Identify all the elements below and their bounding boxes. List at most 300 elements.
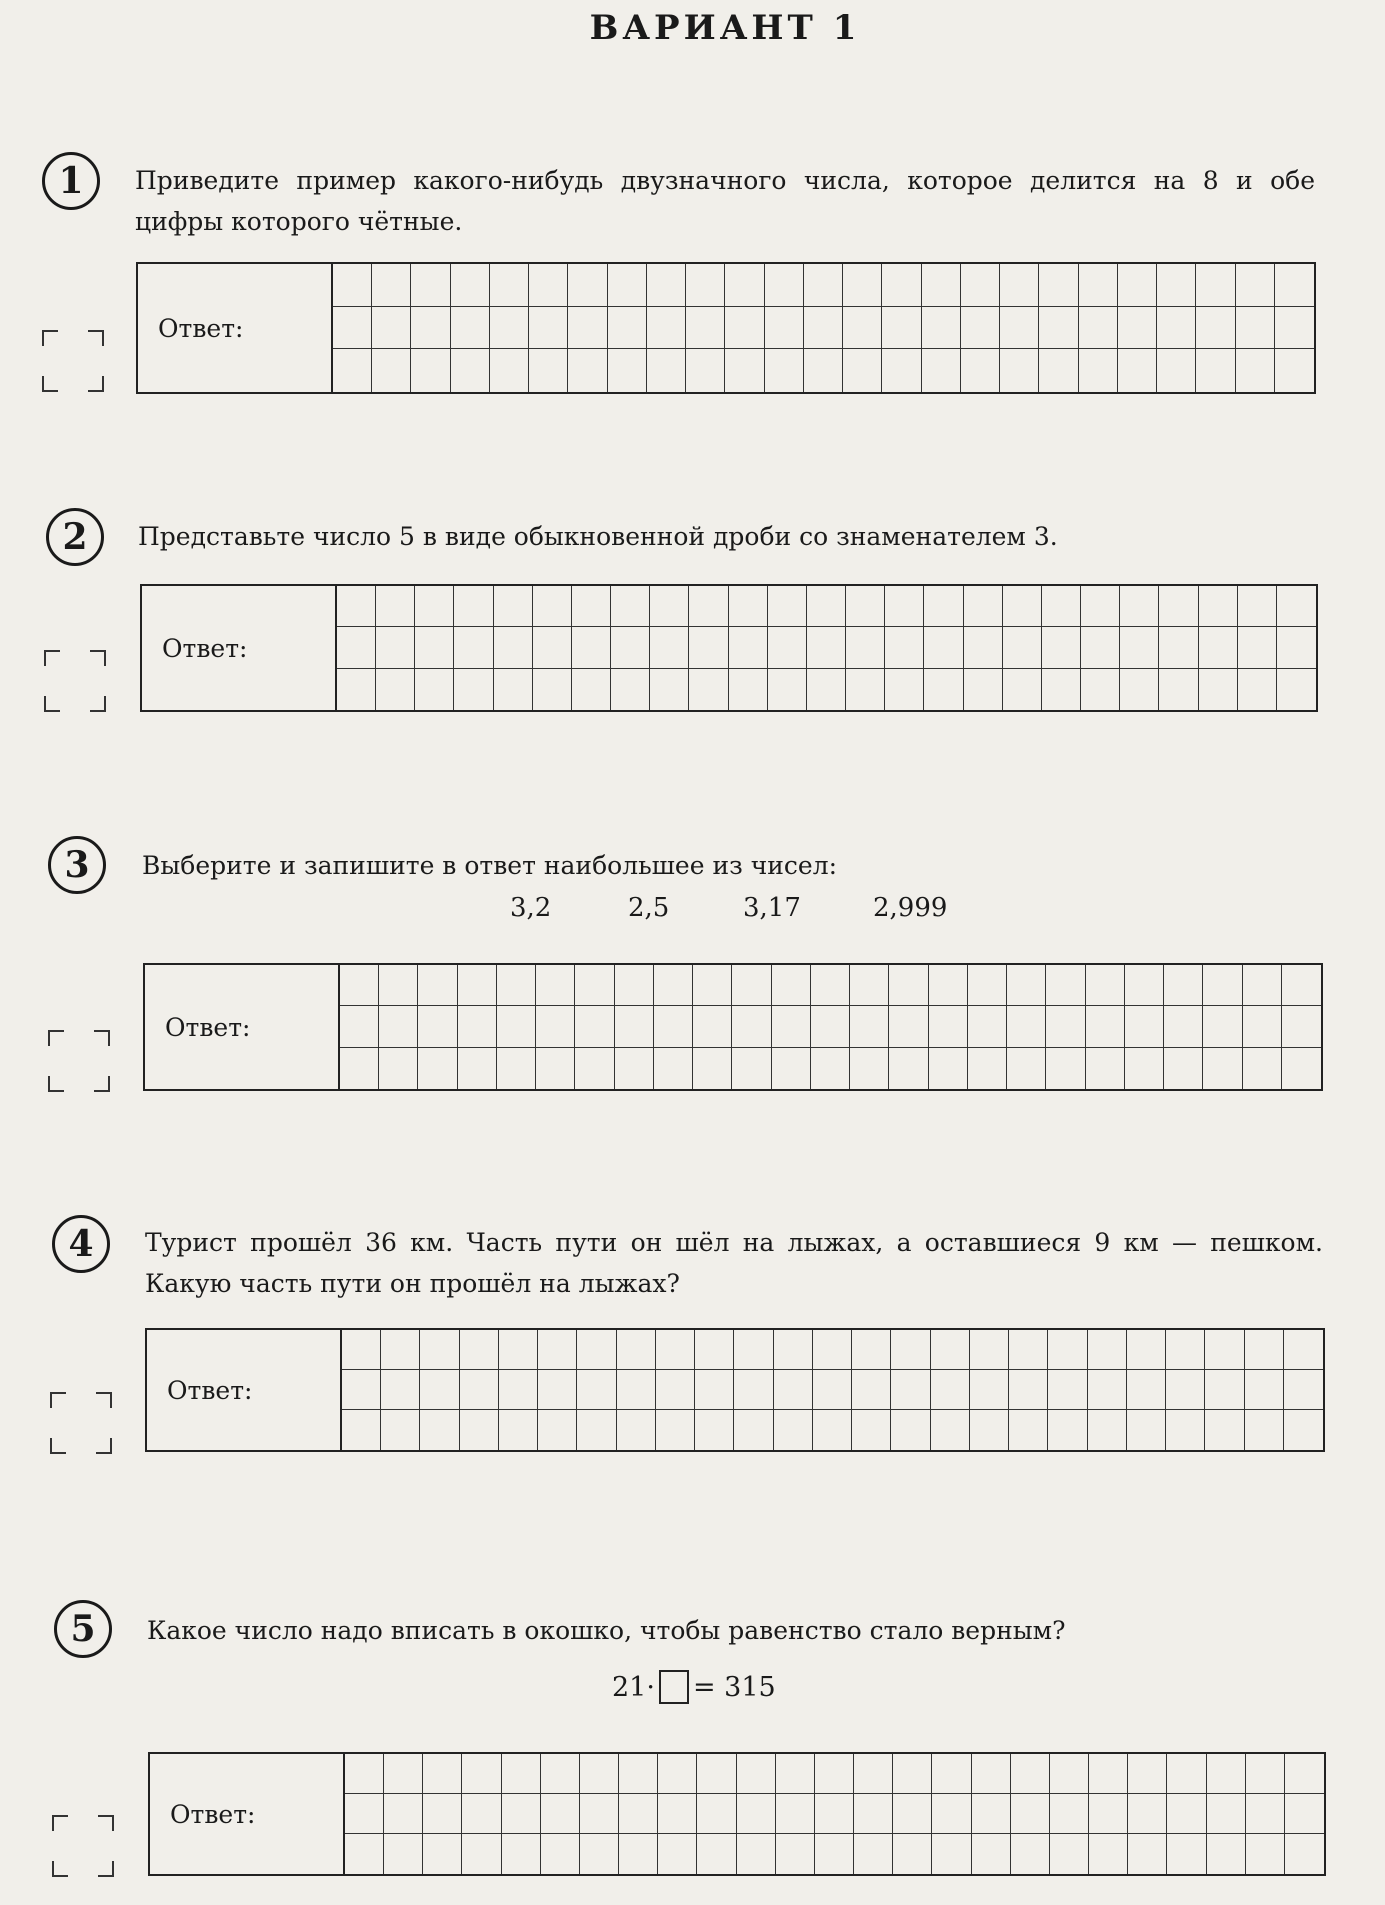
answer-cell[interactable] [772,1048,811,1089]
answer-cell[interactable] [1238,586,1277,627]
answer-cell[interactable] [575,1006,614,1047]
answer-cell[interactable] [1207,1794,1246,1834]
answer-cell[interactable] [972,1794,1011,1834]
answer-cell[interactable] [924,669,963,710]
answer-cell[interactable] [451,307,490,350]
answer-cell[interactable] [924,586,963,627]
answer-cell[interactable] [1118,307,1157,350]
answer-cell[interactable] [732,1048,771,1089]
answer-cell[interactable] [734,1410,773,1450]
task-4-answer-grid[interactable] [342,1330,1323,1450]
task-3-answer-grid[interactable] [340,965,1321,1089]
answer-cell[interactable] [843,349,882,392]
answer-cell[interactable] [381,1330,420,1370]
answer-cell[interactable] [490,264,529,307]
answer-cell[interactable] [931,1410,970,1450]
answer-cell[interactable] [1003,669,1042,710]
answer-cell[interactable] [1284,1330,1323,1370]
answer-cell[interactable] [1284,1370,1323,1410]
answer-cell[interactable] [1243,1006,1282,1047]
answer-cell[interactable] [462,1754,501,1794]
answer-cell[interactable] [654,1006,693,1047]
answer-cell[interactable] [882,307,921,350]
answer-cell[interactable] [372,349,411,392]
answer-cell[interactable] [1088,1410,1127,1450]
answer-cell[interactable] [846,627,885,668]
answer-cell[interactable] [854,1754,893,1794]
answer-cell[interactable] [885,586,924,627]
answer-cell[interactable] [384,1794,423,1834]
answer-cell[interactable] [931,1330,970,1370]
answer-cell[interactable] [502,1794,541,1834]
answer-cell[interactable] [658,1834,697,1874]
answer-cell[interactable] [1086,965,1125,1006]
answer-cell[interactable] [961,307,1000,350]
answer-cell[interactable] [1245,1370,1284,1410]
answer-cell[interactable] [813,1330,852,1370]
answer-cell[interactable] [686,349,725,392]
answer-cell[interactable] [815,1754,854,1794]
answer-cell[interactable] [577,1410,616,1450]
answer-cell[interactable] [1166,1410,1205,1450]
answer-cell[interactable] [1166,1330,1205,1370]
answer-cell[interactable] [737,1794,776,1834]
answer-cell[interactable] [807,669,846,710]
answer-cell[interactable] [1125,1006,1164,1047]
answer-cell[interactable] [494,669,533,710]
answer-cell[interactable] [813,1410,852,1450]
answer-cell[interactable] [1167,1754,1206,1794]
answer-cell[interactable] [1009,1330,1048,1370]
answer-cell[interactable] [458,1048,497,1089]
answer-cell[interactable] [854,1794,893,1834]
answer-cell[interactable] [342,1370,381,1410]
answer-cell[interactable] [1118,264,1157,307]
answer-cell[interactable] [608,349,647,392]
answer-cell[interactable] [617,1410,656,1450]
answer-cell[interactable] [1205,1370,1244,1410]
answer-cell[interactable] [1000,264,1039,307]
answer-cell[interactable] [372,307,411,350]
answer-cell[interactable] [656,1370,695,1410]
task-1-answer-grid[interactable] [333,264,1314,392]
answer-cell[interactable] [852,1330,891,1370]
answer-cell[interactable] [337,586,376,627]
answer-cell[interactable] [968,1006,1007,1047]
answer-cell[interactable] [1282,1006,1321,1047]
answer-cell[interactable] [333,307,372,350]
answer-cell[interactable] [499,1330,538,1370]
answer-cell[interactable] [462,1834,501,1874]
answer-cell[interactable] [1127,1370,1166,1410]
answer-cell[interactable] [379,1006,418,1047]
answer-cell[interactable] [889,1048,928,1089]
answer-cell[interactable] [647,349,686,392]
answer-cell[interactable] [381,1410,420,1450]
answer-cell[interactable] [893,1754,932,1794]
answer-cell[interactable] [693,1048,732,1089]
answer-cell[interactable] [1159,586,1198,627]
answer-cell[interactable] [451,264,490,307]
answer-cell[interactable] [490,307,529,350]
answer-cell[interactable] [1285,1754,1324,1794]
answer-cell[interactable] [811,1006,850,1047]
answer-cell[interactable] [379,1048,418,1089]
answer-cell[interactable] [1157,264,1196,307]
answer-cell[interactable] [693,1006,732,1047]
answer-cell[interactable] [732,1006,771,1047]
answer-cell[interactable] [490,349,529,392]
answer-cell[interactable] [689,586,728,627]
answer-cell[interactable] [1277,627,1316,668]
answer-cell[interactable] [384,1834,423,1874]
answer-cell[interactable] [458,965,497,1006]
answer-cell[interactable] [1205,1330,1244,1370]
answer-cell[interactable] [1164,1006,1203,1047]
answer-cell[interactable] [729,627,768,668]
answer-cell[interactable] [1120,627,1159,668]
answer-cell[interactable] [1205,1410,1244,1450]
answer-cell[interactable] [1245,1410,1284,1450]
answer-cell[interactable] [725,264,764,307]
answer-cell[interactable] [1238,669,1277,710]
answer-cell[interactable] [608,307,647,350]
answer-cell[interactable] [961,264,1000,307]
answer-cell[interactable] [1246,1754,1285,1794]
answer-cell[interactable] [929,1006,968,1047]
answer-cell[interactable] [695,1330,734,1370]
answer-cell[interactable] [1011,1834,1050,1874]
answer-cell[interactable] [1079,264,1118,307]
answer-cell[interactable] [1089,1794,1128,1834]
answer-cell[interactable] [689,627,728,668]
answer-cell[interactable] [697,1834,736,1874]
answer-cell[interactable] [502,1834,541,1874]
answer-cell[interactable] [972,1754,1011,1794]
answer-cell[interactable] [776,1794,815,1834]
answer-cell[interactable] [922,307,961,350]
answer-cell[interactable] [768,627,807,668]
answer-cell[interactable] [932,1754,971,1794]
answer-cell[interactable] [1196,264,1235,307]
answer-cell[interactable] [460,1330,499,1370]
answer-cell[interactable] [423,1794,462,1834]
answer-cell[interactable] [541,1834,580,1874]
answer-cell[interactable] [418,965,457,1006]
answer-cell[interactable] [729,669,768,710]
answer-cell[interactable] [411,264,450,307]
answer-cell[interactable] [1127,1410,1166,1450]
answer-cell[interactable] [970,1330,1009,1370]
answer-cell[interactable] [1159,669,1198,710]
answer-cell[interactable] [1277,669,1316,710]
answer-cell[interactable] [1207,1834,1246,1874]
answer-cell[interactable] [376,669,415,710]
answer-cell[interactable] [891,1370,930,1410]
answer-cell[interactable] [580,1794,619,1834]
answer-cell[interactable] [615,1048,654,1089]
answer-cell[interactable] [922,349,961,392]
answer-cell[interactable] [1007,965,1046,1006]
answer-cell[interactable] [804,349,843,392]
answer-cell[interactable] [1046,1048,1085,1089]
answer-cell[interactable] [852,1410,891,1450]
answer-cell[interactable] [1203,1006,1242,1047]
answer-cell[interactable] [611,586,650,627]
answer-cell[interactable] [843,264,882,307]
answer-cell[interactable] [533,586,572,627]
answer-cell[interactable] [765,264,804,307]
answer-cell[interactable] [615,965,654,1006]
answer-cell[interactable] [1167,1794,1206,1834]
answer-cell[interactable] [1086,1048,1125,1089]
answer-cell[interactable] [1157,307,1196,350]
answer-cell[interactable] [964,669,1003,710]
answer-cell[interactable] [1088,1370,1127,1410]
answer-cell[interactable] [1277,586,1316,627]
answer-cell[interactable] [619,1794,658,1834]
answer-cell[interactable] [538,1330,577,1370]
answer-cell[interactable] [1157,349,1196,392]
answer-cell[interactable] [929,965,968,1006]
answer-cell[interactable] [1282,1048,1321,1089]
answer-cell[interactable] [1079,349,1118,392]
answer-cell[interactable] [611,627,650,668]
answer-cell[interactable] [1125,965,1164,1006]
answer-cell[interactable] [1000,349,1039,392]
answer-cell[interactable] [882,349,921,392]
answer-cell[interactable] [1048,1410,1087,1450]
answer-cell[interactable] [619,1834,658,1874]
answer-cell[interactable] [617,1330,656,1370]
answer-cell[interactable] [1199,586,1238,627]
answer-cell[interactable] [529,264,568,307]
answer-cell[interactable] [1011,1794,1050,1834]
answer-cell[interactable] [1089,1834,1128,1874]
answer-cell[interactable] [970,1410,1009,1450]
answer-cell[interactable] [729,586,768,627]
answer-cell[interactable] [1050,1794,1089,1834]
answer-cell[interactable] [774,1370,813,1410]
answer-cell[interactable] [454,586,493,627]
answer-cell[interactable] [891,1410,930,1450]
answer-cell[interactable] [458,1006,497,1047]
answer-cell[interactable] [807,586,846,627]
answer-cell[interactable] [538,1410,577,1450]
answer-cell[interactable] [541,1794,580,1834]
answer-cell[interactable] [891,1330,930,1370]
answer-cell[interactable] [538,1370,577,1410]
answer-cell[interactable] [932,1834,971,1874]
answer-cell[interactable] [882,264,921,307]
answer-cell[interactable] [536,965,575,1006]
answer-cell[interactable] [737,1754,776,1794]
answer-cell[interactable] [725,349,764,392]
answer-cell[interactable] [658,1794,697,1834]
answer-cell[interactable] [384,1754,423,1794]
answer-cell[interactable] [415,627,454,668]
answer-cell[interactable] [968,965,1007,1006]
answer-cell[interactable] [972,1834,1011,1874]
task-2-answer-grid[interactable] [337,586,1316,710]
answer-cell[interactable] [1046,1006,1085,1047]
answer-cell[interactable] [961,349,1000,392]
answer-cell[interactable] [619,1754,658,1794]
answer-cell[interactable] [1000,307,1039,350]
answer-cell[interactable] [776,1834,815,1874]
answer-cell[interactable] [376,627,415,668]
answer-cell[interactable] [494,627,533,668]
answer-cell[interactable] [1164,965,1203,1006]
answer-cell[interactable] [1039,307,1078,350]
answer-cell[interactable] [340,1006,379,1047]
answer-cell[interactable] [647,264,686,307]
answer-cell[interactable] [502,1754,541,1794]
answer-cell[interactable] [372,264,411,307]
answer-cell[interactable] [697,1754,736,1794]
answer-cell[interactable] [533,627,572,668]
answer-cell[interactable] [577,1370,616,1410]
answer-cell[interactable] [337,669,376,710]
answer-cell[interactable] [931,1370,970,1410]
answer-cell[interactable] [970,1370,1009,1410]
answer-cell[interactable] [932,1794,971,1834]
answer-cell[interactable] [1003,627,1042,668]
answer-cell[interactable] [1128,1754,1167,1794]
answer-cell[interactable] [689,669,728,710]
answer-cell[interactable] [415,669,454,710]
answer-cell[interactable] [1081,669,1120,710]
answer-cell[interactable] [420,1410,459,1450]
answer-cell[interactable] [423,1834,462,1874]
answer-cell[interactable] [420,1330,459,1370]
answer-cell[interactable] [893,1834,932,1874]
answer-cell[interactable] [889,965,928,1006]
answer-cell[interactable] [1009,1410,1048,1450]
answer-cell[interactable] [376,586,415,627]
answer-cell[interactable] [497,1006,536,1047]
answer-cell[interactable] [813,1370,852,1410]
answer-cell[interactable] [650,586,689,627]
answer-cell[interactable] [575,965,614,1006]
answer-cell[interactable] [893,1794,932,1834]
answer-cell[interactable] [1120,669,1159,710]
answer-cell[interactable] [460,1410,499,1450]
answer-cell[interactable] [650,669,689,710]
answer-cell[interactable] [697,1794,736,1834]
answer-cell[interactable] [1243,1048,1282,1089]
answer-cell[interactable] [1238,627,1277,668]
answer-cell[interactable] [695,1410,734,1450]
answer-cell[interactable] [1203,965,1242,1006]
answer-cell[interactable] [1196,349,1235,392]
answer-cell[interactable] [1164,1048,1203,1089]
answer-cell[interactable] [611,669,650,710]
answer-cell[interactable] [1042,669,1081,710]
answer-cell[interactable] [1046,965,1085,1006]
answer-cell[interactable] [695,1370,734,1410]
answer-cell[interactable] [1167,1834,1206,1874]
answer-cell[interactable] [333,349,372,392]
answer-cell[interactable] [686,307,725,350]
answer-cell[interactable] [1285,1794,1324,1834]
answer-cell[interactable] [734,1330,773,1370]
answer-cell[interactable] [654,965,693,1006]
answer-cell[interactable] [846,669,885,710]
answer-cell[interactable] [768,669,807,710]
answer-cell[interactable] [1050,1834,1089,1874]
answer-cell[interactable] [568,349,607,392]
answer-cell[interactable] [964,627,1003,668]
answer-cell[interactable] [804,307,843,350]
answer-cell[interactable] [1089,1754,1128,1794]
answer-cell[interactable] [499,1410,538,1450]
answer-cell[interactable] [647,307,686,350]
answer-cell[interactable] [340,965,379,1006]
answer-cell[interactable] [850,965,889,1006]
answer-cell[interactable] [1159,627,1198,668]
answer-cell[interactable] [1009,1370,1048,1410]
answer-cell[interactable] [460,1370,499,1410]
answer-cell[interactable] [1128,1834,1167,1874]
answer-cell[interactable] [499,1370,538,1410]
answer-cell[interactable] [529,349,568,392]
answer-cell[interactable] [497,965,536,1006]
answer-cell[interactable] [964,586,1003,627]
answer-cell[interactable] [968,1048,1007,1089]
answer-cell[interactable] [1048,1330,1087,1370]
answer-cell[interactable] [1199,627,1238,668]
answer-cell[interactable] [852,1370,891,1410]
answer-cell[interactable] [1042,627,1081,668]
answer-cell[interactable] [568,264,607,307]
answer-cell[interactable] [732,965,771,1006]
answer-cell[interactable] [345,1834,384,1874]
answer-cell[interactable] [572,586,611,627]
answer-cell[interactable] [650,627,689,668]
answer-cell[interactable] [922,264,961,307]
answer-cell[interactable] [885,627,924,668]
answer-cell[interactable] [1088,1330,1127,1370]
answer-cell[interactable] [765,307,804,350]
answer-cell[interactable] [656,1410,695,1450]
answer-cell[interactable] [1042,586,1081,627]
answer-cell[interactable] [529,307,568,350]
answer-cell[interactable] [1285,1834,1324,1874]
answer-cell[interactable] [340,1048,379,1089]
answer-cell[interactable] [423,1754,462,1794]
task-5-answer-grid[interactable] [345,1754,1324,1874]
answer-cell[interactable] [420,1370,459,1410]
answer-cell[interactable] [381,1370,420,1410]
answer-cell[interactable] [577,1330,616,1370]
answer-cell[interactable] [656,1330,695,1370]
answer-cell[interactable] [415,586,454,627]
answer-cell[interactable] [617,1370,656,1410]
answer-cell[interactable] [580,1754,619,1794]
answer-cell[interactable] [497,1048,536,1089]
answer-cell[interactable] [580,1834,619,1874]
answer-cell[interactable] [1236,349,1275,392]
answer-cell[interactable] [1246,1794,1285,1834]
answer-cell[interactable] [889,1006,928,1047]
answer-cell[interactable] [854,1834,893,1874]
answer-cell[interactable] [1118,349,1157,392]
answer-cell[interactable] [686,264,725,307]
answer-cell[interactable] [1245,1330,1284,1370]
answer-cell[interactable] [1282,965,1321,1006]
answer-cell[interactable] [811,965,850,1006]
